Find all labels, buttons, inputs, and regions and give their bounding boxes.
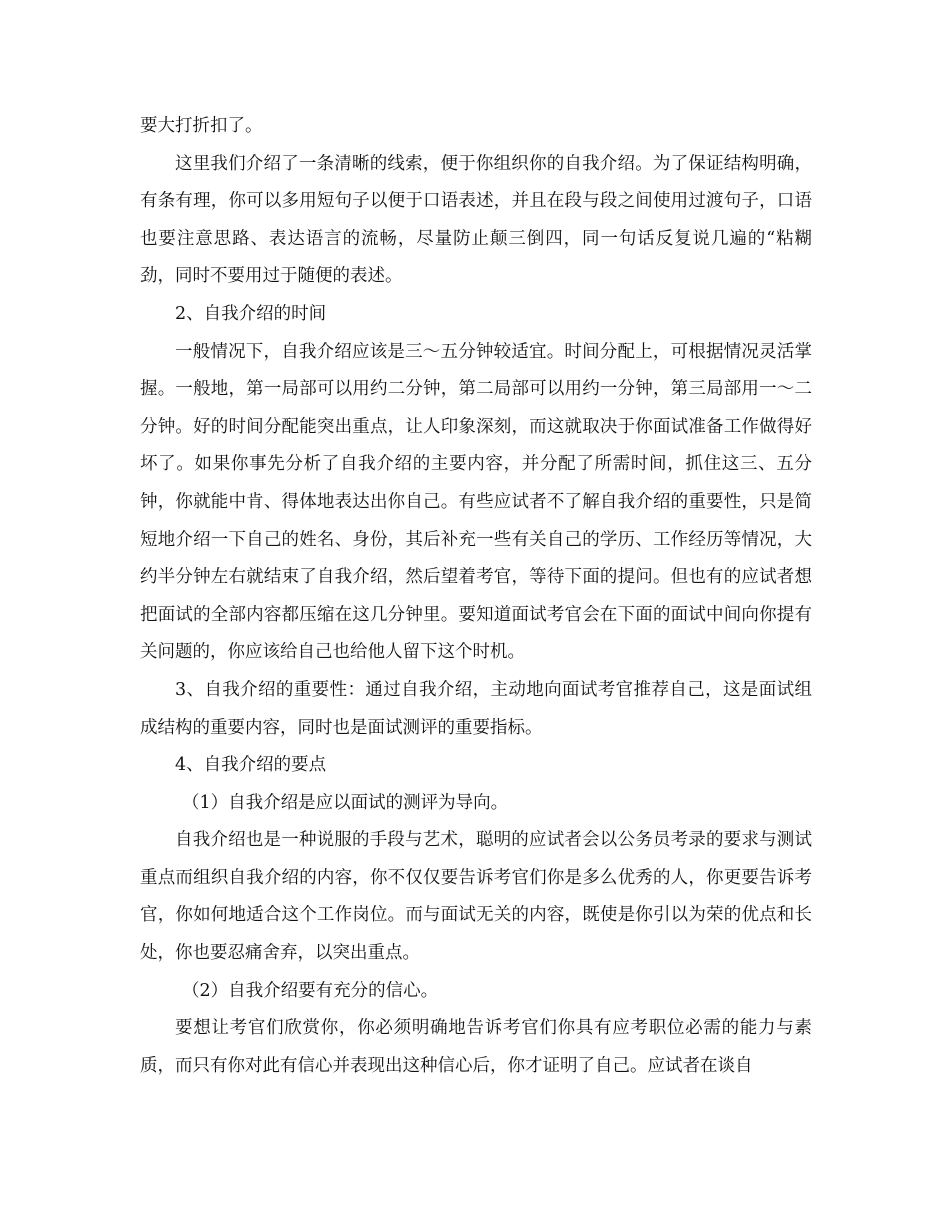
document-body bbox=[140, 108, 812, 1085]
paragraph-continuation: 要大打折扣了。 bbox=[140, 116, 263, 136]
paragraph-intro-time: 一般情况下，自我介绍应该是三～五分钟较适宜。时间分配上，可根据情况灵活掌握。一般地，第一局部可以用约二分钟，第二局部可以用约一分钟，第三局部用一～二分钟。好的时间分配能突出重点，让人印象深刻，而这就取决于你面试准备工作做得好坏了。如果你事先分析了自我介绍的主要内容，并分配了所需时间，抓住这三、五分钟，你就能中肯、得体地表达出你自己。有些应试者不了解自我介绍的重要性，只是简短地介绍一下自己的姓名、身份，其后补充一些有关自己的学历、工作经历等情况，大约半分钟左右就结束了自我介绍，然后望着考官，等待下面的提问。但也有的应试者想把面试的全部内容都压缩在这几分钟里。要知道面试考官会在下面的面试中间向你提有关问题的，你应该给自己也给他人留下这个时机。 bbox=[140, 341, 812, 663]
paragraph-point-1: 自我介绍也是一种说服的手段与艺术，聪明的应试者会以公务员考录的要求与测试重点而组织自我介绍的内容，你不仅仅要告诉考官们你是多么优秀的人，你更要告诉考官，你如何地适合这个工作岗位。而与面试无关的内容，既使是你引以为荣的优点和长处，你也要忍痛舍弃，以突出重点。 bbox=[140, 830, 812, 964]
paragraph-intro-importance: 3、自我介绍的重要性：通过自我介绍，主动地向面试考官推荐自己，这是面试组成结构的重要内容，同时也是面试测评的重要指标。 bbox=[140, 679, 812, 738]
heading-point-2: （2）自我介绍要有充分的信心。 bbox=[182, 980, 439, 1001]
heading-intro-key-points: 4、自我介绍的要点 bbox=[175, 755, 327, 776]
paragraph-clear-clue: 这里我们介绍了一条清晰的线索，便于你组织你的自我介绍。为了保证结构明确，有条有理，你可以多用短句子以便于口语表述，并且在段与段之间使用过渡句子，口语也要注意思路、表达语言的流畅，尽量防止颠三倒四，同一句话反复说几遍的“粘糊劲，同时不要用过于随便的表述。 bbox=[140, 153, 812, 287]
heading-point-1: （1）自我介绍是应以面试的测评为导向。 bbox=[182, 792, 509, 813]
paragraph-point-2: 要想让考官们欣赏你，你必须明确地告诉考官们你具有应考职位必需的能力与素质，而只有你对此有信心并表现出这种信心后，你才证明了自己。应试者在谈自 bbox=[140, 1018, 812, 1076]
heading-intro-time: 2、自我介绍的时间 bbox=[175, 303, 327, 324]
